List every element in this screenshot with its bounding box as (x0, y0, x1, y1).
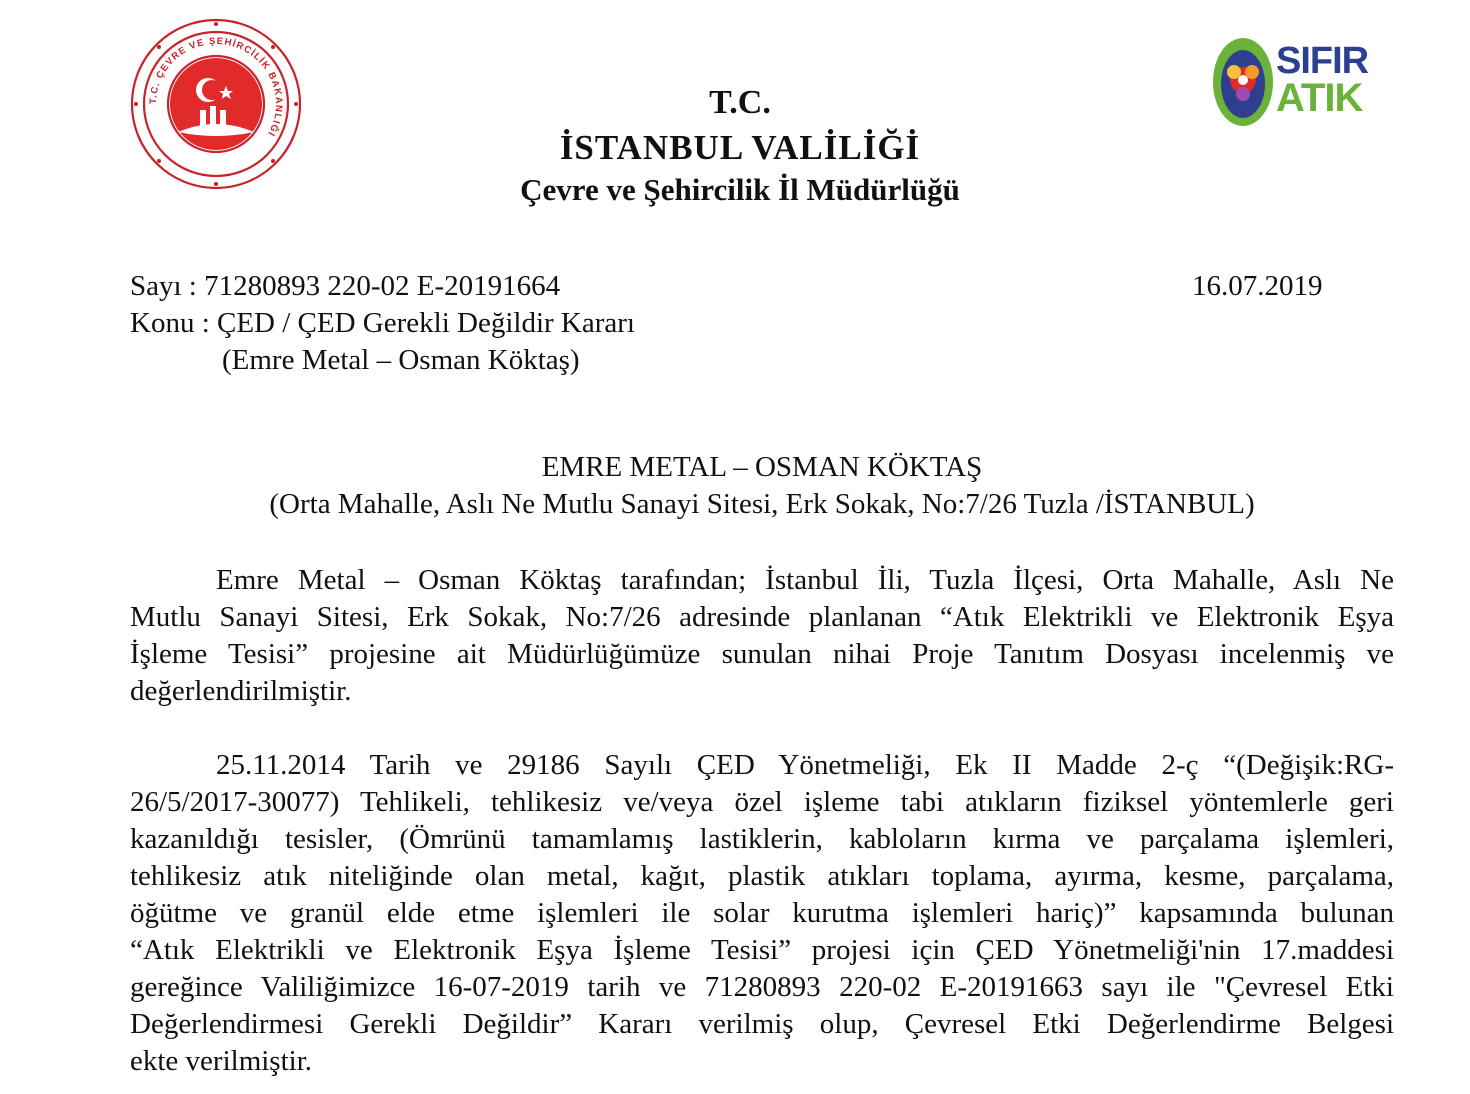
paragraph-line: Emre Metal – Osman Köktaş tarafından; İstanbul İli, Tuzla İlçesi, Orta Mahalle, Aslı Ne (216, 564, 1394, 596)
leaf-flower-icon (1210, 32, 1276, 128)
header-directorate: Çevre ve Şehircilik İl Müdürlüğü (520, 172, 960, 207)
recipient-name: EMRE METAL – OSMAN KÖKTAŞ (541, 451, 983, 483)
seal-text: T.C. ÇEVRE VE ŞEHİRCİLİK BAKANLIĞI (147, 35, 285, 139)
paragraph-line: 26/5/2017-30077) Tehlikeli, tehlikesiz ve/veya özel işleme tabi atıkların fiziksel yöntemlerle geri (130, 786, 1394, 818)
paragraph-line: 25.11.2014 Tarih ve 29186 Sayılı ÇED Yönetmeliği, Ek II Madde 2-ç “(Değişik:RG- (216, 749, 1394, 781)
paragraph-line: tehlikesiz atık niteliğinde olan metal, kağıt, plastik atıkları toplama, ayırma, kesme, parçalama, (130, 860, 1394, 892)
paragraph-line: öğütme ve granül elde etme işlemleri ile solar kurutma işlemleri hariç)” kapsamında bulunan (130, 897, 1394, 929)
letter-date: 16.07.2019 (1192, 270, 1323, 302)
body-paragraph-2 (130, 747, 1394, 1080)
paragraph-line: İşleme Tesisi” projesine ait Müdürlüğümüze sunulan nihai Proje Tanıtım Dosyası incelenmiş ve (130, 638, 1394, 670)
header-governorship: İSTANBUL VALİLİĞİ (559, 128, 921, 167)
logo-word-sifir: SIFIR (1276, 40, 1369, 82)
ministry-seal-logo (128, 16, 304, 192)
recipient-address: (Orta Mahalle, Aslı Ne Mutlu Sanayi Sitesi, Erk Sokak, No:7/26 Tuzla /İSTANBUL) (269, 488, 1255, 520)
paragraph-line: gereğince Valiliğimizce 16-07-2019 tarih ve 71280893 220-02 E-20191663 sayı ile "Çevresel Etki (130, 971, 1394, 1003)
paragraph-line: değerlendirilmiştir. (130, 675, 352, 707)
logo-word-atik: ATIK (1276, 76, 1363, 120)
paragraph-line: Mutlu Sanayi Sitesi, Erk Sokak, No:7/26 adresinde planlanan “Atık Elektrikli ve Elektronik Eşya (130, 601, 1394, 633)
paragraph-line: “Atık Elektrikli ve Elektronik Eşya İşleme Tesisi” projesi için ÇED Yönetmeliği'nin 17.maddesi (130, 934, 1394, 966)
subject-continuation: (Emre Metal – Osman Köktaş) (222, 344, 580, 376)
paragraph-line: kazanıldığı tesisler, (Ömrünü tamamlamış lastiklerin, kabloların kırma ve parçalama işlemleri, (130, 823, 1394, 855)
subject-line: Konu : ÇED / ÇED Gerekli Değildir Kararı (130, 307, 635, 339)
reference-number: Sayı : 71280893 220-02 E-20191664 (130, 270, 561, 302)
body-paragraph-1 (130, 562, 1394, 710)
header-tc: T.C. (709, 84, 771, 121)
paragraph-line: ekte verilmiştir. (130, 1045, 313, 1077)
sifir-atik-logo (1210, 30, 1369, 130)
paragraph-line: Değerlendirmesi Gerekli Değildir” Kararı verilmiş olup, Çevresel Etki Değerlendirme Belgesi (130, 1008, 1394, 1040)
